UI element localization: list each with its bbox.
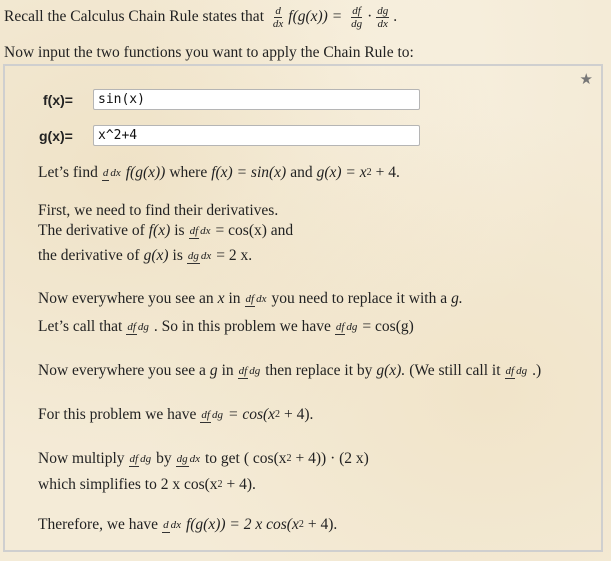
- text: For this problem we have: [38, 406, 197, 423]
- frac-num: df: [201, 409, 210, 421]
- fraction-d-dx: [102, 168, 122, 178]
- frac-den: dx: [256, 293, 267, 305]
- step-multiply: Now multiply df dg by dg dx to get ( cos(x 2 + 4)) · (2 x): [38, 450, 369, 467]
- text: .): [532, 362, 542, 379]
- text: First, we need to find their derivatives.: [38, 202, 279, 219]
- text: the derivative of: [38, 247, 140, 264]
- frac-num: dg: [377, 5, 389, 17]
- math: ( cos(x: [243, 450, 287, 467]
- text: Now everywhere you see an: [38, 290, 214, 307]
- math: g.: [451, 290, 463, 307]
- math: = cos(x: [227, 406, 276, 423]
- text: + 4).: [226, 476, 256, 493]
- text: in: [228, 290, 241, 307]
- frac-den: dg: [346, 321, 358, 333]
- frac-den: dx: [189, 453, 200, 465]
- chain-rule-intro: Recall the Calculus Chain Rule states that $\frac{d}{dx}$ f(g(x)) = $\frac{df}{dg}$ · $\frac{dg}{dx}$ .: [4, 5, 398, 30]
- math: g: [209, 362, 218, 379]
- fraction-dg-dx: [187, 251, 212, 261]
- f-input[interactable]: [93, 89, 420, 110]
- input-prompt: Now input the two functions you want to apply the Chain Rule to:: [4, 44, 414, 61]
- step-call-df-dg: [38, 318, 414, 336]
- frac-num: df: [505, 365, 515, 377]
- step-first: [38, 202, 278, 220]
- text: . So in this problem we have: [153, 318, 331, 335]
- text: Now multiply: [38, 450, 125, 467]
- fraction-df-dx: [245, 294, 268, 304]
- text: to get: [205, 450, 240, 467]
- text: + 4).: [307, 516, 338, 533]
- text: you need to replace it with a: [271, 290, 448, 307]
- frac-num: d: [163, 519, 169, 531]
- frac-num: df: [189, 225, 199, 237]
- frac-den: dx: [200, 250, 212, 262]
- text: Therefore, we have: [38, 516, 159, 533]
- frac-den: dx: [272, 18, 284, 30]
- math: g(x).: [376, 362, 406, 379]
- frac-den: dg: [249, 365, 261, 377]
- step-replace-g: [38, 362, 541, 380]
- math: g(x): [143, 247, 169, 264]
- math: f(g(x)): [125, 164, 166, 181]
- fraction-df-dg: [505, 366, 529, 376]
- text: = 2 x.: [216, 247, 253, 264]
- fraction-df-dg: [200, 410, 224, 420]
- frac-num: dg: [187, 250, 199, 262]
- star-icon[interactable]: ★: [579, 70, 593, 88]
- text: by: [156, 450, 172, 467]
- step-lets-find: Let’s find d dx f(g(x)) where f(x) = sin(x) and g(x) = x 2 + 4.: [38, 164, 400, 181]
- step-for-this-problem: For this problem we have df dg = cos(x 2 + 4).: [38, 406, 314, 423]
- frac-den: dx: [170, 519, 181, 531]
- fraction-dg-dx: [176, 454, 201, 464]
- g-input[interactable]: [93, 125, 420, 146]
- math: f(g(x)) = 2 x cos(x: [185, 516, 299, 533]
- frac-num: dg: [176, 453, 188, 465]
- frac-den: dx: [200, 225, 211, 237]
- text: The derivative of: [38, 222, 145, 239]
- f-label: f(x)=: [43, 92, 73, 108]
- frac-num: d: [102, 167, 109, 179]
- step-derivative-g: [38, 247, 252, 265]
- frac-den: dg: [137, 321, 149, 333]
- fraction-df-dg: [238, 366, 262, 376]
- text: is: [174, 222, 185, 239]
- text: + 4).: [284, 406, 314, 423]
- text: + 4.: [375, 164, 400, 181]
- math: g(x) = x: [316, 164, 367, 181]
- text: in: [221, 362, 234, 379]
- frac-den: dg: [516, 365, 528, 377]
- frac-den: dg: [211, 409, 223, 421]
- step-replace-x: [38, 290, 463, 308]
- frac-num: df: [129, 453, 139, 465]
- step-derivative-f: [38, 222, 293, 240]
- frac-num: df: [127, 321, 136, 333]
- text: Let’s find: [38, 164, 98, 181]
- fraction-dg-dx: [376, 6, 389, 29]
- intro-text: Recall the Calculus Chain Rule states that: [4, 8, 264, 26]
- fraction-df-dg: [335, 322, 359, 332]
- intro-formula: f(g(x)) =: [288, 8, 343, 26]
- frac-num: df: [335, 321, 345, 333]
- math: f(x) = sin(x): [211, 164, 287, 181]
- text: then replace it by: [265, 362, 373, 379]
- math: f(x): [148, 222, 171, 239]
- fraction-df-dg: [129, 454, 153, 464]
- fraction-df-dg: [126, 322, 150, 332]
- frac-num: df: [238, 365, 248, 377]
- g-label: g(x)=: [39, 128, 73, 144]
- frac-den: dx: [377, 18, 388, 30]
- fraction-d-dx: [162, 520, 182, 530]
- frac-num: df: [352, 5, 361, 17]
- text: (We still call it: [409, 362, 501, 379]
- frac-num: d: [275, 5, 281, 17]
- frac-den: dx: [110, 167, 121, 179]
- fraction-d-dx: [272, 6, 284, 29]
- text: = cos(x) and: [215, 222, 294, 239]
- text: and: [290, 164, 313, 181]
- fraction-df-dx: [189, 226, 212, 236]
- math: = cos(g): [362, 318, 414, 335]
- frac-num: df: [245, 293, 255, 305]
- intro-end: .: [393, 8, 398, 26]
- text: which simplifies to 2 x cos(x: [38, 476, 218, 493]
- text: Let’s call that: [38, 318, 123, 335]
- text: is: [172, 247, 183, 264]
- frac-den: dg: [351, 18, 363, 30]
- math: + 4)) · (2 x): [295, 450, 369, 467]
- fraction-df-dg: [350, 6, 363, 29]
- text: where: [169, 164, 208, 181]
- text: Now everywhere you see a: [38, 362, 206, 379]
- step-therefore: Therefore, we have d dx f(g(x)) = 2 x cos(x 2 + 4).: [38, 516, 338, 533]
- step-simplifies: which simplifies to 2 x cos(x 2 + 4).: [38, 476, 256, 493]
- frac-den: dg: [140, 453, 152, 465]
- math: x: [217, 290, 225, 307]
- chain-rule-widget: [3, 64, 603, 552]
